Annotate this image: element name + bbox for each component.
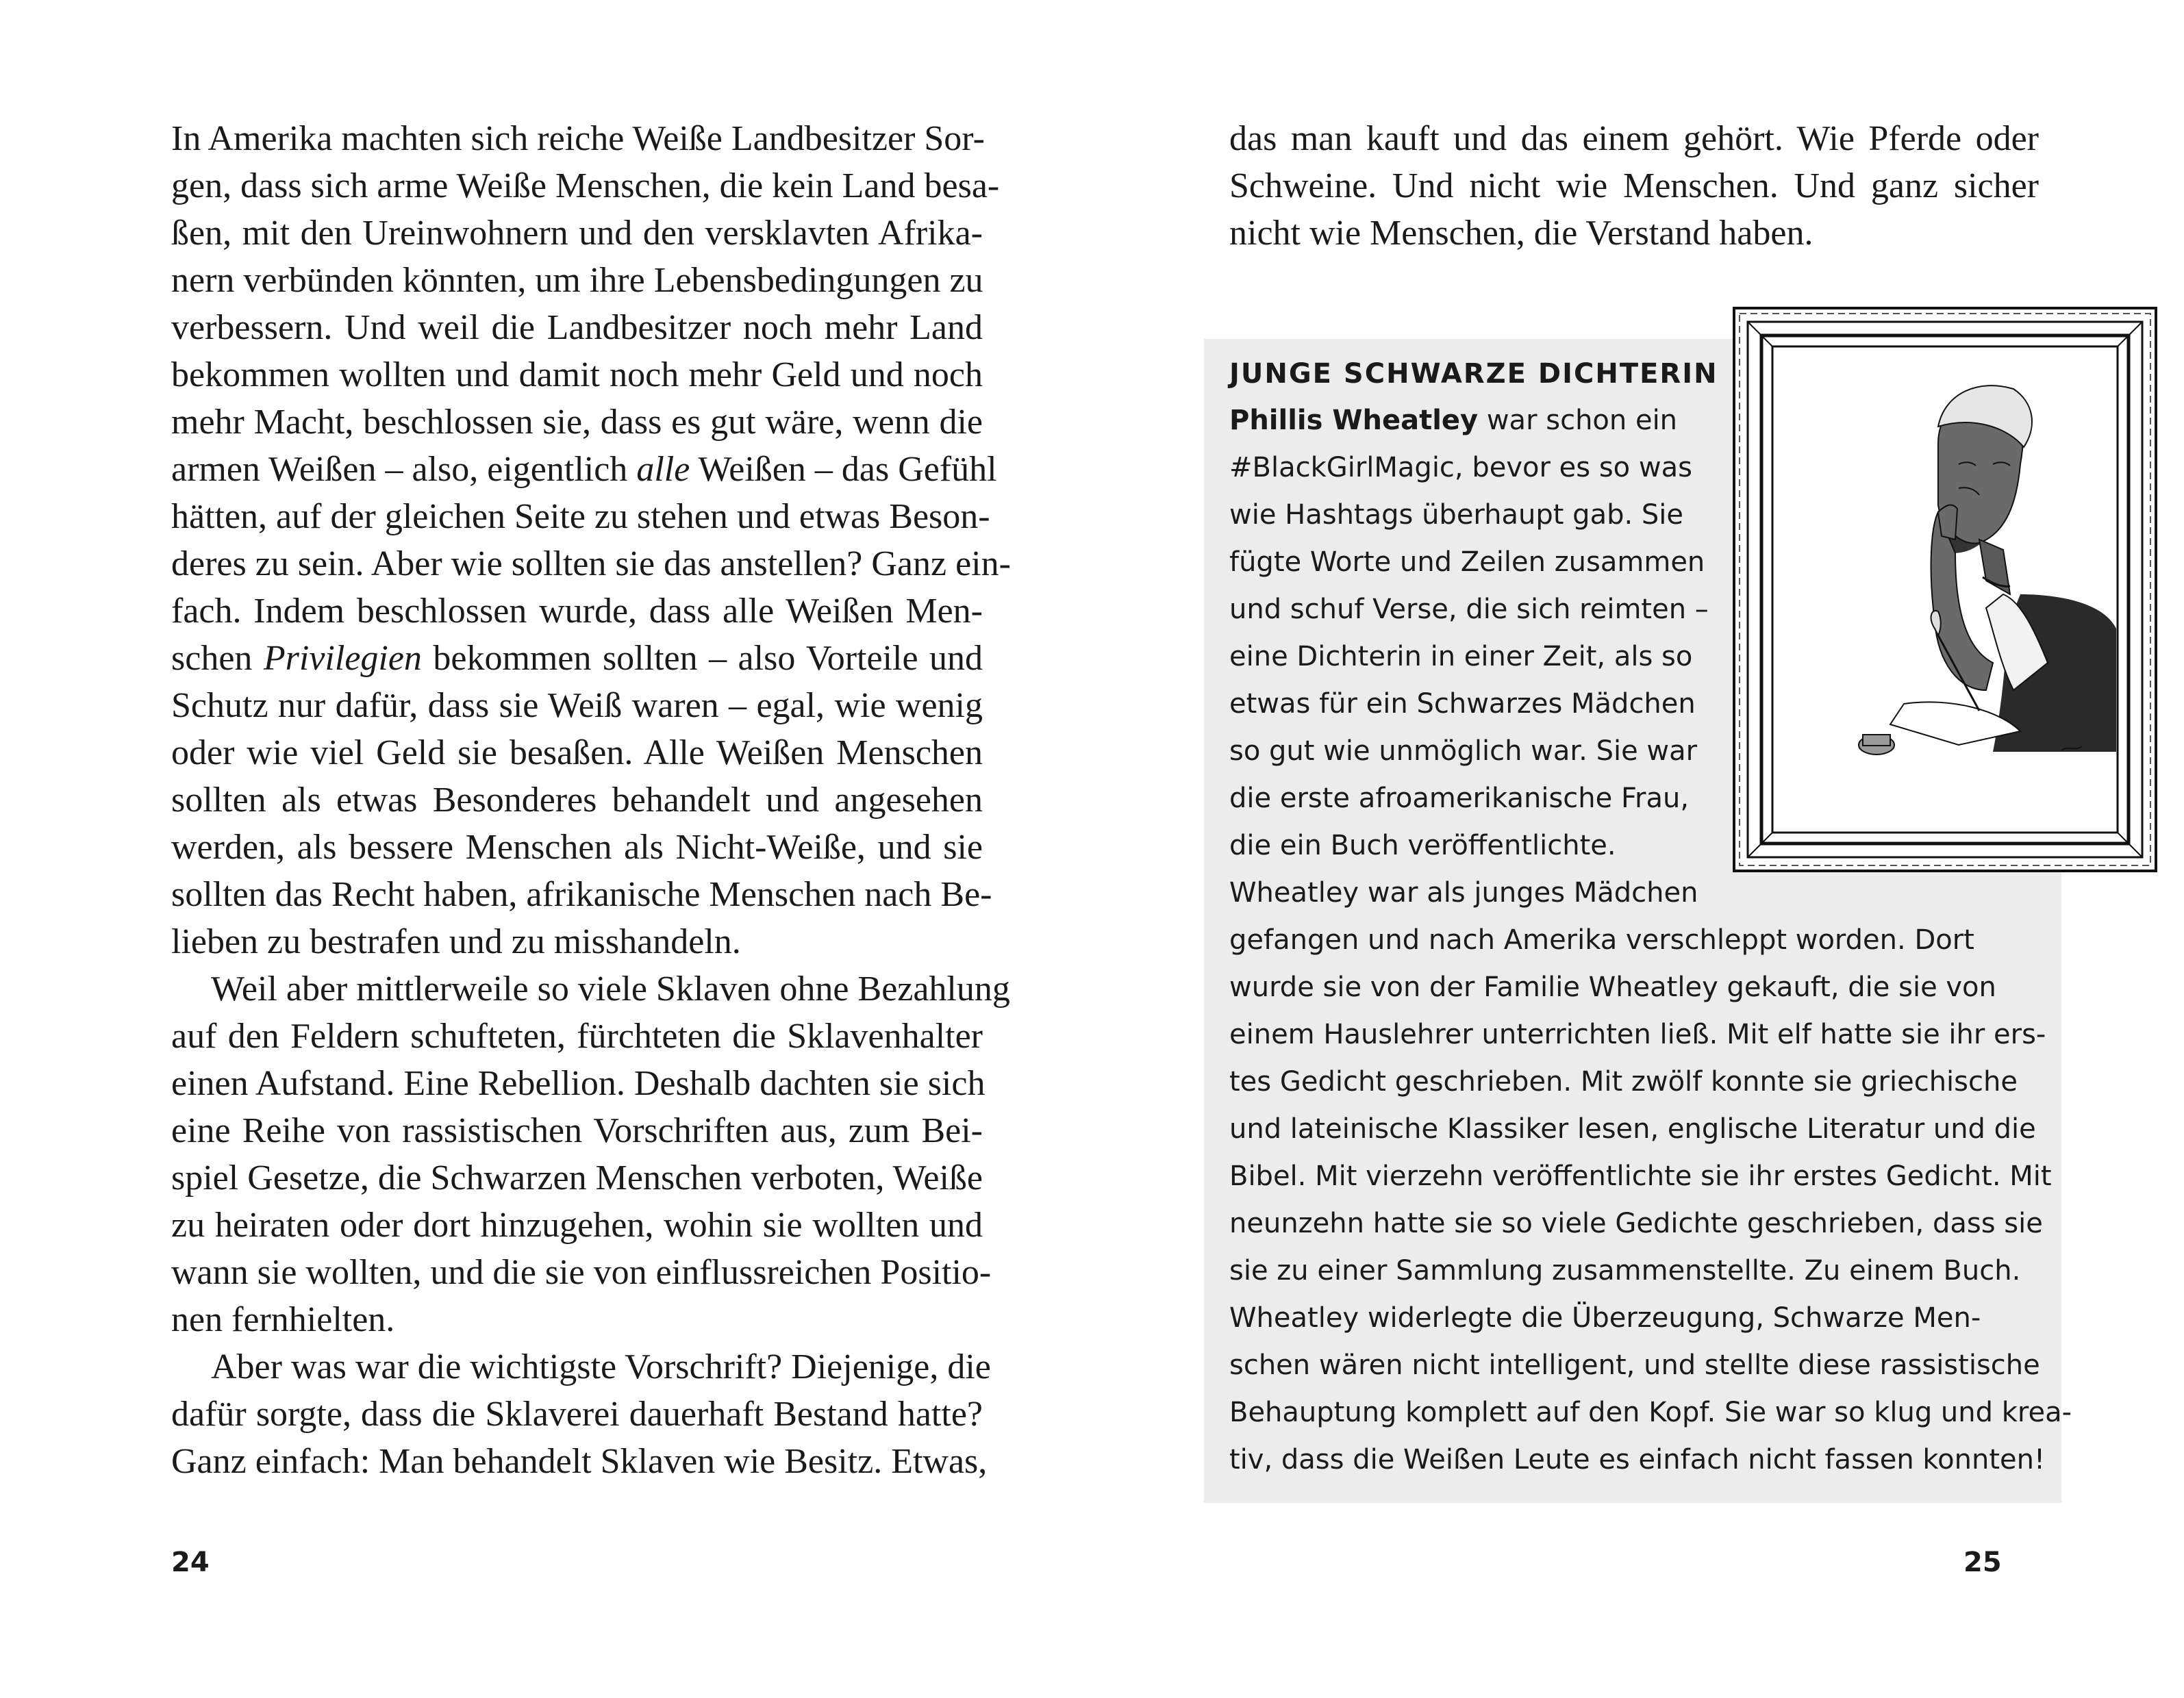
body-line: sollten das Recht haben, afrikanische Menschen nach Be-: [171, 875, 992, 914]
box-line: eine Dichterin in einer Zeit, als so: [1229, 641, 1693, 672]
body-line: Weil aber mittlerweile so viele Sklaven ohne Bezahlung: [211, 970, 1010, 1009]
body-line: dafür sorgte, dass die Sklaverei dauerhaft Bestand hatte?: [171, 1395, 983, 1434]
box-line: schen wären nicht intelligent, und stellte diese rassistische: [1229, 1349, 2040, 1381]
body-line: wann sie wollten, und die sie von einflussreichen Positio-: [171, 1253, 992, 1292]
box-line: gefangen und nach Amerika verschleppt worden. Dort: [1229, 924, 1974, 956]
body-line: eine Reihe von rassistischen Vorschriften aus, zum Bei-: [171, 1111, 983, 1150]
body-line: spiel Gesetze, die Schwarzen Menschen verboten, Weiße: [171, 1158, 983, 1198]
body-line: bekommen wollten und damit noch mehr Geld und noch: [171, 355, 983, 394]
box-text: war schon ein: [1486, 405, 1678, 436]
body-line: Schweine. Und nicht wie Menschen. Und ganz sicher: [1229, 166, 2039, 205]
box-line: sie zu einer Sammlung zusammenstellte. Zu einem Buch.: [1229, 1255, 2021, 1287]
body-line: gen, dass sich arme Weiße Menschen, die kein Land besa-: [171, 166, 1000, 205]
body-line: sollten als etwas Besonderes behandelt und angesehen: [171, 781, 983, 820]
body-line: hätten, auf der gleichen Seite zu stehen und etwas Beson-: [171, 497, 990, 536]
emphasis-text: alle: [636, 450, 690, 489]
body-line: fach. Indem beschlossen wurde, dass alle Weißen Men-: [171, 592, 983, 631]
body-text: armen Weißen – also, eigentlich: [171, 450, 628, 489]
box-line: #BlackGirlMagic, bevor es so was: [1229, 452, 1692, 483]
body-line: Aber was war die wichtigste Vorschrift? Diejenige, die: [211, 1347, 991, 1386]
box-line: Wheatley widerlegte die Überzeugung, Schwarze Men-: [1229, 1302, 1981, 1334]
box-line: wie Hashtags überhaupt gab. Sie: [1229, 499, 1684, 531]
body-line: ßen, mit den Ureinwohnern und den versklavten Afrika-: [171, 214, 983, 253]
body-line: zu heiraten oder dort hinzugehen, wohin sie wollten und: [171, 1206, 983, 1245]
body-line: nen fernhielten.: [171, 1300, 395, 1339]
body-line: werden, als bessere Menschen als Nicht-Weiße, und sie: [171, 828, 983, 867]
page-number: 25: [1963, 1547, 2002, 1578]
emphasis-text: Privilegien: [263, 639, 422, 678]
body-text: schen: [171, 639, 253, 678]
body-text: Weißen – das Gefühl: [698, 450, 997, 489]
box-line: wurde sie von der Familie Wheatley gekauft, die sie von: [1229, 972, 1996, 1003]
box-line: und lateinische Klassiker lesen, englische Literatur und die: [1229, 1113, 2036, 1145]
body-line: oder wie viel Geld sie besaßen. Alle Weißen Menschen: [171, 733, 983, 772]
page-number: 24: [171, 1547, 210, 1578]
body-line: Schutz nur dafür, dass sie Weiß waren – egal, wie wenig: [171, 686, 983, 725]
box-heading: JUNGE SCHWARZE DICHTERIN: [1229, 358, 1718, 390]
body-line: deres zu sein. Aber wie sollten sie das anstellen? Ganz ein-: [171, 544, 1011, 583]
box-line: so gut wie unmöglich war. Sie war: [1229, 735, 1698, 767]
body-line: verbessern. Und weil die Landbesitzer noch mehr Land: [171, 308, 983, 347]
box-line: etwas für ein Schwarzes Mädchen: [1229, 688, 1696, 720]
body-line: In Amerika machten sich reiche Weiße Landbesitzer Sor-: [171, 119, 985, 158]
body-line: nicht wie Menschen, die Verstand haben.: [1229, 214, 1813, 253]
person-name: Phillis Wheatley: [1229, 405, 1479, 436]
body-line: mehr Macht, beschlossen sie, dass es gut wäre, wenn die: [171, 403, 983, 442]
box-line: Wheatley war als junges Mädchen: [1229, 877, 1698, 909]
body-text: bekommen sollten – also Vorteile und: [433, 639, 983, 678]
framed-portrait-illustration: [1733, 307, 2157, 872]
body-line: [171, 446, 997, 493]
body-line: [171, 635, 983, 682]
box-line: Bibel. Mit vierzehn veröffentlichte sie ihr erstes Gedicht. Mit: [1229, 1161, 2052, 1192]
box-line: die erste afroamerikanische Frau,: [1229, 783, 1690, 814]
body-line: Ganz einfach: Man behandelt Sklaven wie Besitz. Etwas,: [171, 1442, 988, 1481]
box-line: neunzehn hatte sie so viele Gedichte geschrieben, dass sie: [1229, 1208, 2043, 1239]
box-line: die ein Buch veröffentlichte.: [1229, 830, 1616, 861]
box-line: [1229, 397, 1677, 444]
box-line: einem Hauslehrer unterrichten ließ. Mit elf hatte sie ihr ers-: [1229, 1019, 2046, 1050]
box-line: Behauptung komplett auf den Kopf. Sie war so klug und krea-: [1229, 1397, 2072, 1428]
box-line: und schuf Verse, die sich reimten –: [1229, 594, 1709, 625]
box-line: tiv, dass die Weißen Leute es einfach nicht fassen konnten!: [1229, 1444, 2046, 1475]
body-line: auf den Feldern schufteten, fürchteten die Sklavenhalter: [171, 1017, 983, 1056]
body-line: einen Aufstand. Eine Rebellion. Deshalb dachten sie sich: [171, 1064, 986, 1103]
box-line: tes Gedicht geschrieben. Mit zwölf konnte sie griechische: [1229, 1066, 2018, 1098]
body-line: lieben zu bestrafen und zu misshandeln.: [171, 922, 741, 961]
box-line: fügte Worte und Zeilen zusammen: [1229, 546, 1705, 578]
body-line: das man kauft und das einem gehört. Wie Pferde oder: [1229, 119, 2039, 158]
right-page: [1092, 0, 2184, 1698]
body-line: nern verbünden könnten, um ihre Lebensbedingungen zu: [171, 261, 983, 300]
